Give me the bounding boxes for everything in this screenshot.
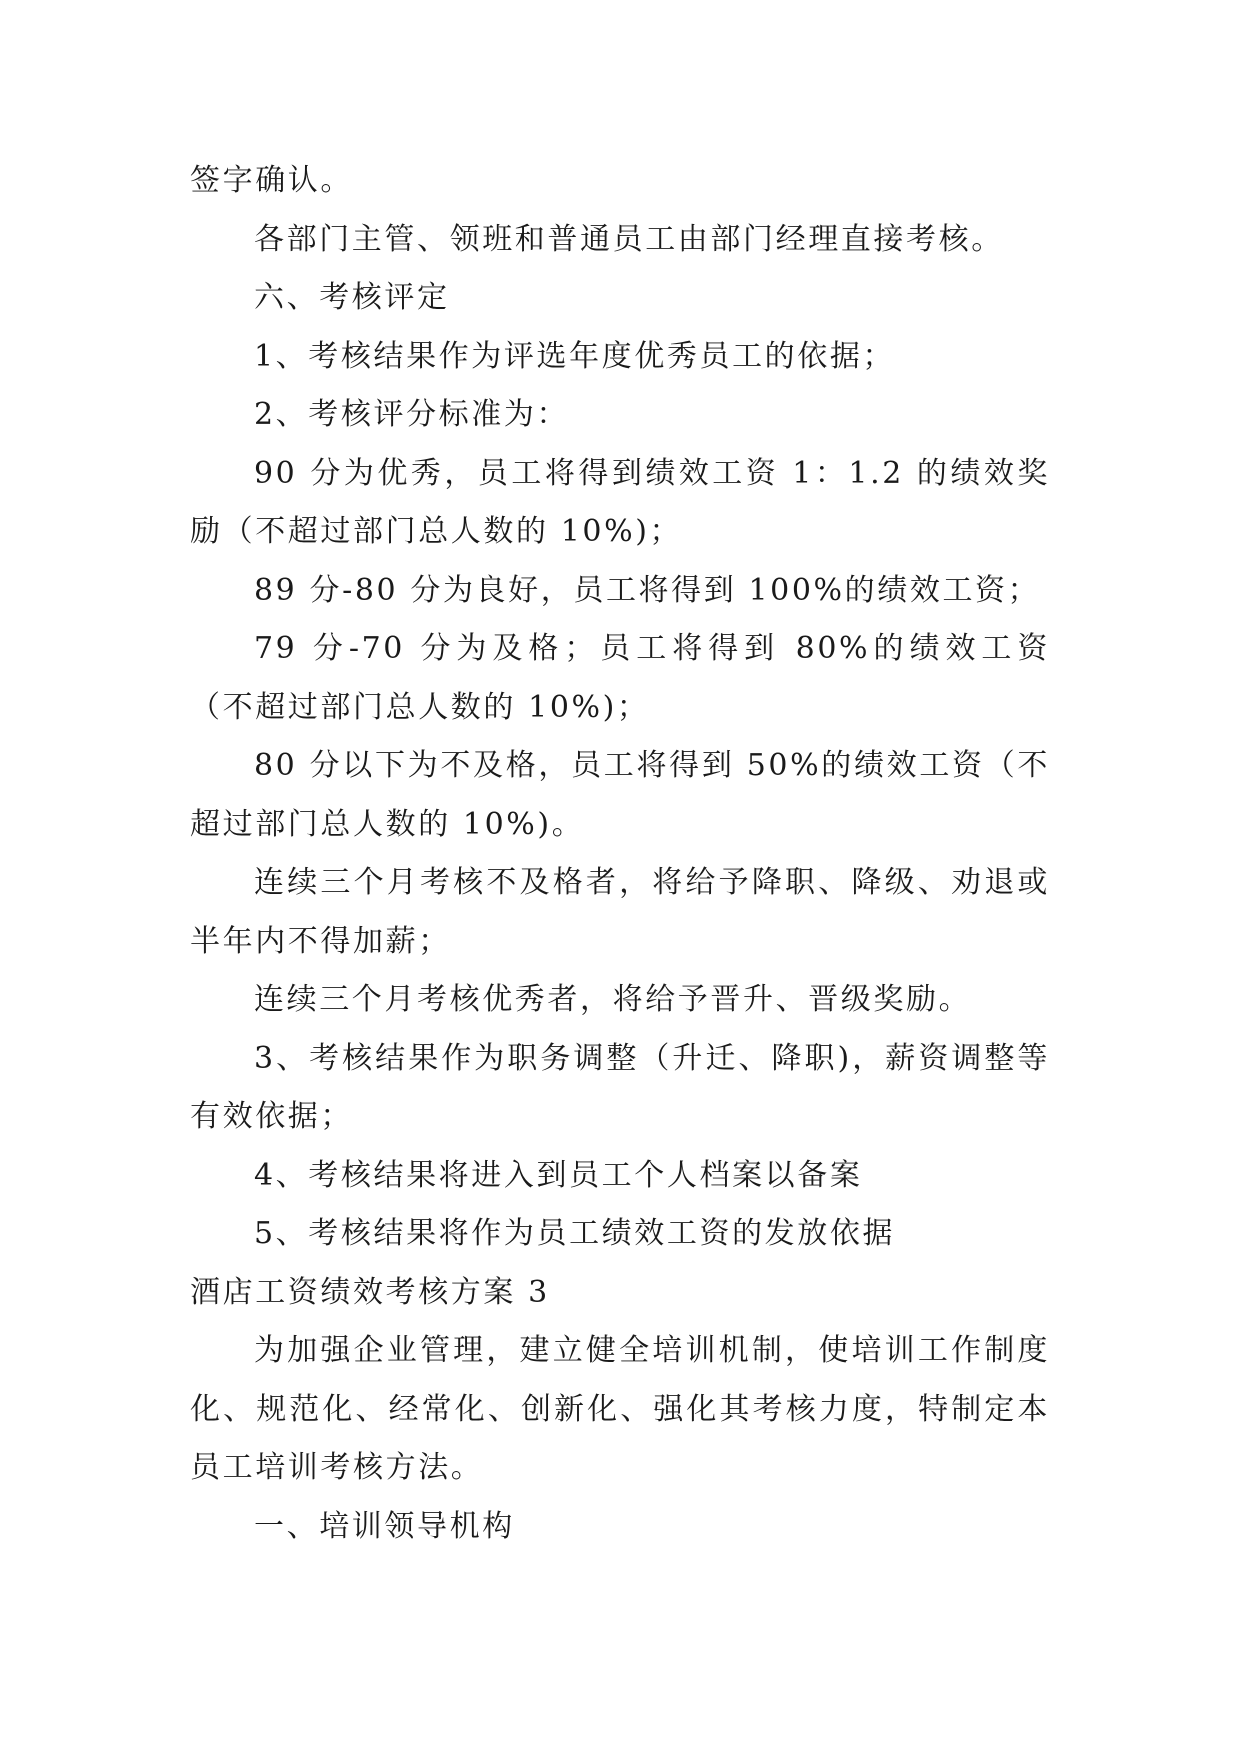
document-body	[190, 152, 1050, 1556]
paragraph-score-fail: 80 分以下为不及格，员工将得到 50%的绩效工资（不超过部门总人数的 10%)。	[190, 748, 1050, 842]
paragraph-item-4: 4、考核结果将进入到员工个人档案以备案	[254, 1157, 863, 1193]
paragraph-score-good: 89 分-80 分为良好，员工将得到 100%的绩效工资；	[254, 572, 1041, 608]
paragraph-signature-confirm: 签字确认。	[190, 163, 353, 198]
paragraph-item-3: 3、考核结果作为职务调整（升迁、降职)，薪资调整等有效依据；	[190, 1040, 1050, 1134]
section-heading-training-leadership: 一、培训领导机构	[254, 1508, 515, 1544]
document-section-title: 酒店工资绩效考核方案 3	[190, 1274, 550, 1310]
paragraph-consecutive-fail: 连续三个月考核不及格者，将给予降职、降级、劝退或半年内不得加薪；	[190, 865, 1050, 959]
paragraph-training-intro: 为加强企业管理，建立健全培训机制，使培训工作制度化、规范化、经常化、创新化、强化其考核力度，特制定本员工培训考核方法。	[190, 1333, 1050, 1485]
paragraph-item-5: 5、考核结果将作为员工绩效工资的发放依据	[254, 1216, 896, 1251]
paragraph-assessment-by-manager: 各部门主管、领班和普通员工由部门经理直接考核。	[254, 221, 1004, 257]
paragraph-item-2: 2、考核评分标准为：	[254, 397, 570, 432]
section-heading-evaluation: 六、考核评定	[254, 280, 450, 315]
paragraph-score-excellent: 90 分为优秀，员工将得到绩效工资 1：1.2 的绩效奖励（不超过部门总人数的 10%)；	[190, 455, 1050, 549]
paragraph-item-1: 1、考核结果作为评选年度优秀员工的依据；	[254, 338, 896, 374]
paragraph-consecutive-excellent: 连续三个月考核优秀者，将给予晋升、晋级奖励。	[254, 982, 972, 1017]
paragraph-score-pass: 79 分-70 分为及格；员工将得到 80%的绩效工资（不超过部门总人数的 10%)；	[190, 631, 1050, 725]
